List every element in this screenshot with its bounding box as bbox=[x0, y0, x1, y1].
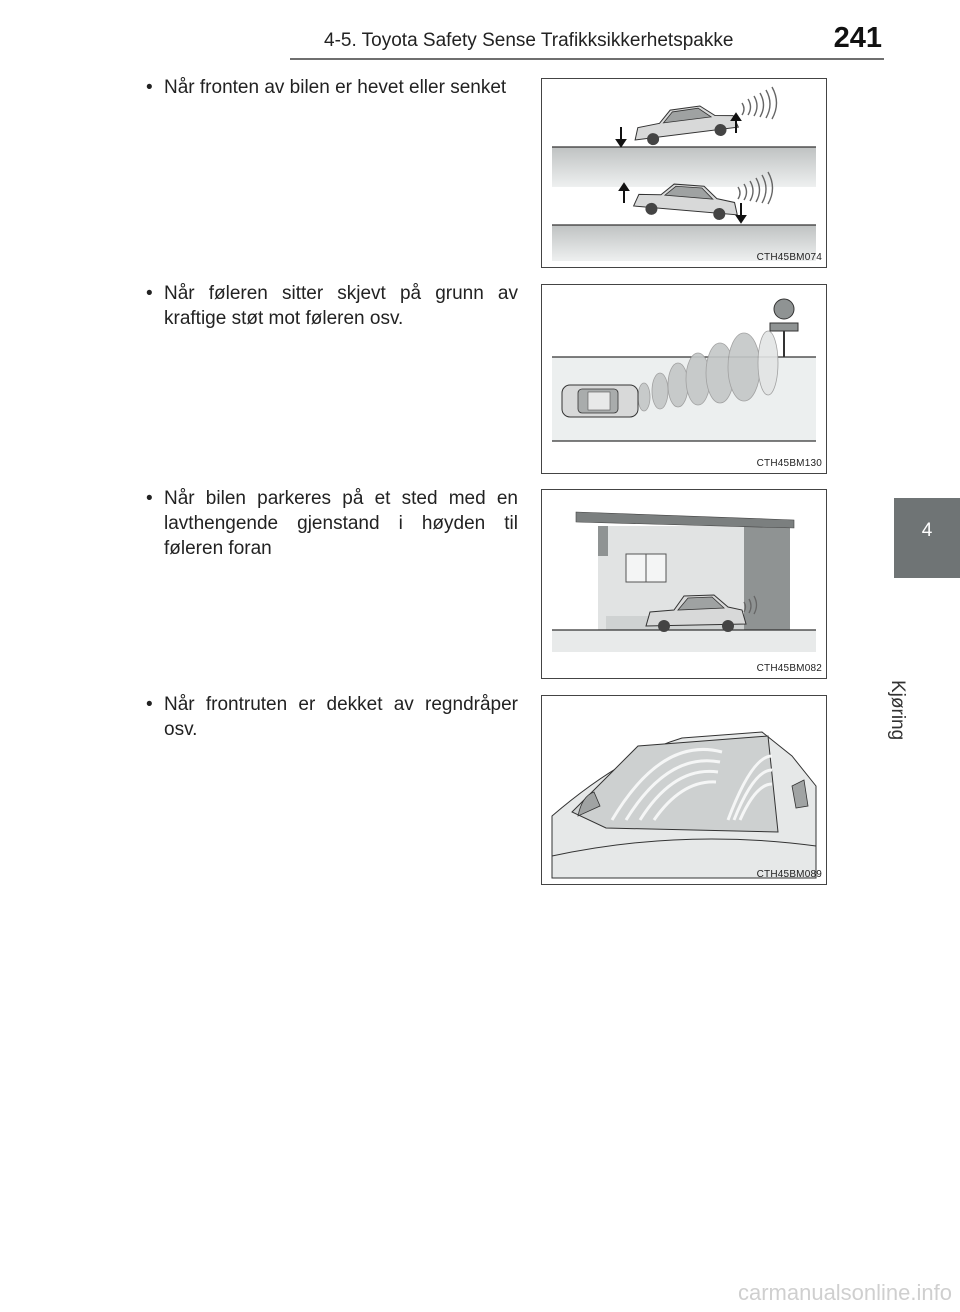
list-item-text: Når føleren sitter skjevt på grunn av kraftige støt mot føleren osv. bbox=[164, 283, 518, 329]
car-pitch-illustration bbox=[542, 79, 826, 267]
watermark: carmanualsonline.info bbox=[737, 1280, 952, 1305]
bullet-mark: • bbox=[146, 283, 153, 304]
chapter-number: 4 bbox=[921, 520, 933, 541]
list-item-text: Når frontruten er dekket av regndråper osv. bbox=[164, 694, 518, 740]
illustration-car-raised-lowered bbox=[541, 78, 827, 268]
figure-code: CTH45BM074 bbox=[756, 252, 822, 263]
page-header bbox=[290, 24, 890, 60]
bullet-mark: • bbox=[146, 694, 153, 715]
illustration-windshield-raindrops bbox=[541, 695, 827, 885]
bullet-mark: • bbox=[146, 77, 153, 98]
section-title: 4-5. Toyota Safety Sense Trafikksikkerhetspakke bbox=[324, 30, 734, 51]
garage-illustration bbox=[542, 490, 826, 678]
figure-code: CTH45BM130 bbox=[756, 458, 822, 469]
chapter-label-box bbox=[887, 580, 960, 741]
bullet-mark: • bbox=[146, 488, 153, 509]
list-item bbox=[146, 281, 518, 331]
page-number: 241 bbox=[833, 22, 882, 54]
chapter-label: Kjøring bbox=[887, 680, 908, 741]
list-item bbox=[146, 486, 518, 561]
misaligned-sensor-illustration bbox=[542, 285, 826, 473]
illustration-low-hanging-object bbox=[541, 489, 827, 679]
figure-code: CTH45BM082 bbox=[756, 663, 822, 674]
list-item bbox=[146, 692, 518, 742]
header-rule bbox=[290, 58, 884, 60]
windshield-illustration bbox=[542, 696, 826, 884]
figure-code: CTH45BM089 bbox=[756, 869, 822, 880]
list-item-text: Når fronten av bilen er hevet eller senket bbox=[164, 77, 507, 98]
list-item-text: Når bilen parkeres på et sted med en lavthengende gjenstand i høyden til føleren foran bbox=[164, 488, 518, 559]
list-item bbox=[146, 75, 518, 100]
illustration-sensor-misaligned bbox=[541, 284, 827, 474]
chapter-tab[interactable] bbox=[894, 498, 960, 578]
